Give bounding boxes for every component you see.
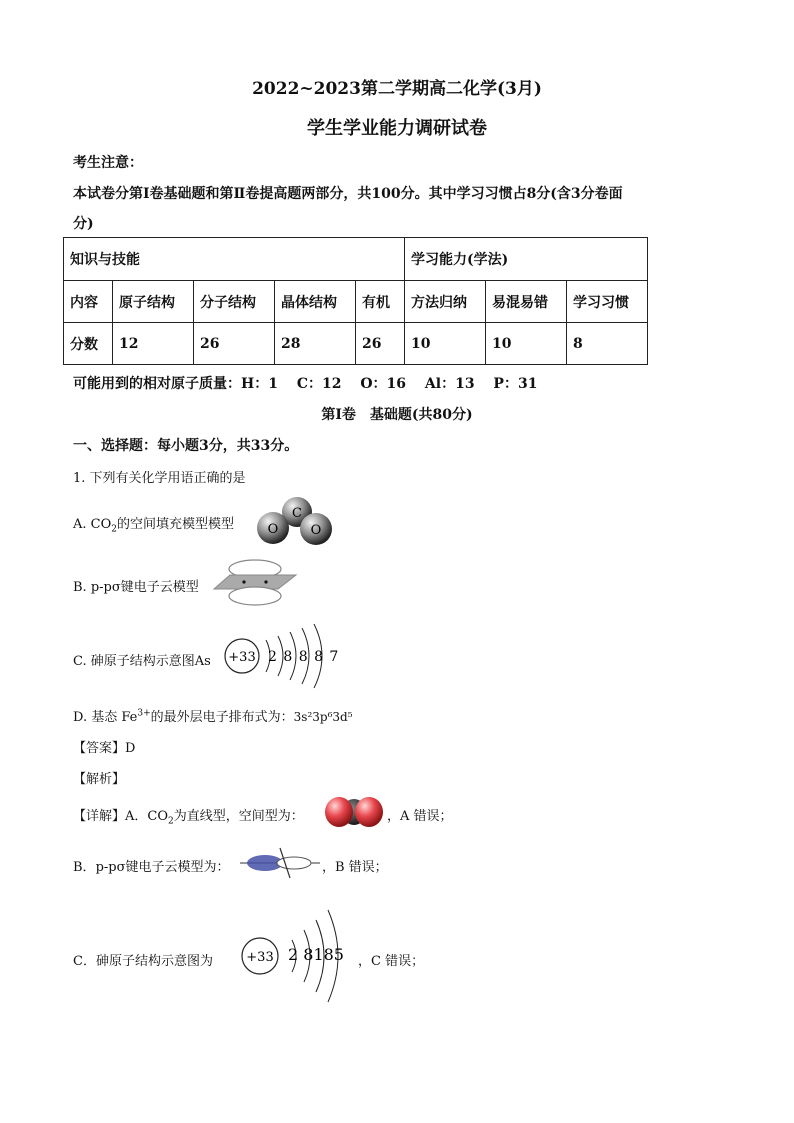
option-a	[73, 513, 234, 535]
option-d-ion-charge: 3+	[137, 708, 151, 719]
option-b-formula: p-pσ	[90, 580, 121, 595]
notice-line-1: 本试卷分第Ⅰ卷基础题和第Ⅱ卷提高题两部分，共100分。其中学习习惯占8分(含3分卷面	[73, 186, 623, 202]
lower-lobe	[229, 587, 281, 605]
table-header-row	[64, 238, 648, 281]
explanation-a-prefix: 【详解】A．	[73, 809, 148, 824]
table-cell: 分子结构	[194, 281, 275, 323]
p-p-sigma-orbital-model	[240, 846, 320, 880]
orbital-lobe-right	[277, 857, 311, 869]
arsenic-structure-diagram-c	[238, 902, 356, 1010]
notice-heading: 考生注意：	[73, 155, 143, 171]
table-cell: 10	[486, 323, 567, 365]
table-row	[64, 323, 648, 365]
atomic-masses: 可能用到的相对原子质量：H：1 C：12 O：16 Al：13 P：31	[73, 376, 538, 392]
option-a-text: 的空间填充模型模型	[117, 517, 235, 532]
table-cell: 26	[356, 323, 405, 365]
explanation-a-text: 为直线型，空间型为：	[173, 809, 304, 824]
explanation-a	[73, 805, 304, 827]
option-a-subscript: 2	[111, 524, 117, 535]
electron-counts: 2 8 8 8 7	[268, 649, 340, 665]
option-c-prefix: C.	[73, 654, 91, 669]
option-c	[73, 650, 211, 669]
header-knowledge: 知识与技能	[64, 238, 405, 281]
page-title: 2022~2023第二学期高二化学(3月)	[252, 79, 542, 99]
explanation-a-suffix: ，A 错误；	[387, 809, 453, 824]
nucleus-dot	[264, 580, 267, 583]
question-stem: 1. 下列有关化学用语正确的是	[73, 471, 246, 486]
option-b	[73, 576, 199, 595]
arsenic-structure-diagram-a	[222, 620, 340, 696]
explanation-b-suffix: ，B 错误；	[322, 860, 388, 875]
nucleus-charge: +33	[246, 950, 274, 965]
option-b-prefix: B.	[73, 580, 91, 595]
atom-label-o-right: O	[310, 523, 322, 538]
option-b-text: 键电子云模型	[120, 580, 199, 595]
analysis-label: 【解析】	[73, 772, 126, 787]
electron-counts: 2 8185	[288, 945, 344, 964]
row-label-content: 内容	[64, 281, 113, 323]
option-d-config: 3s²3p⁶3d⁵	[293, 710, 353, 724]
atom-label-c: C	[292, 506, 302, 521]
table-cell: 晶体结构	[275, 281, 356, 323]
row-label-score: 分数	[64, 323, 113, 365]
option-d-prefix: D. 基态	[73, 710, 122, 725]
p-p-sigma-cloud-model	[212, 558, 298, 606]
co2-linear-model	[323, 795, 385, 829]
explanation-b	[73, 856, 230, 875]
explanation-c-suffix: ，C 错误；	[358, 954, 425, 969]
explanation-a-subscript: 2	[168, 816, 174, 827]
table-cell: 学习习惯	[567, 281, 648, 323]
co2-space-filling-model	[254, 496, 334, 548]
table-cell: 26	[194, 323, 275, 365]
nucleus-dot	[242, 580, 245, 583]
option-c-text: 砷原子结构示意图As	[90, 654, 211, 669]
option-a-formula: CO	[90, 517, 112, 532]
option-d-text: 的最外层电子排布式为：	[150, 710, 294, 725]
score-table	[63, 237, 648, 365]
page-subtitle: 学生学业能力调研试卷	[307, 118, 487, 139]
table-cell: 8	[567, 323, 648, 365]
notice-line-2: 分)	[73, 216, 94, 232]
part1-title: 第Ⅰ卷 基础题(共80分)	[321, 407, 473, 423]
table-row	[64, 281, 648, 323]
explanation-c-text: C．砷原子结构示意图为	[73, 954, 213, 969]
table-cell: 28	[275, 323, 356, 365]
option-d-ion: Fe	[121, 710, 138, 725]
section1-title: 一、选择题：每小题3分，共33分。	[73, 438, 299, 454]
nucleus-charge: +33	[228, 650, 256, 665]
table-cell: 有机	[356, 281, 405, 323]
table-cell: 10	[405, 323, 486, 365]
table-cell: 方法归纳	[405, 281, 486, 323]
table-cell: 原子结构	[113, 281, 194, 323]
explanation-b-formula: p-pσ	[95, 860, 126, 875]
atom-label-o-left: O	[267, 522, 279, 537]
answer-label: 【答案】D	[73, 741, 136, 756]
header-ability: 学习能力(学法)	[405, 238, 648, 281]
explanation-a-formula: CO	[147, 809, 168, 824]
explanation-b-prefix: B．	[73, 860, 96, 875]
option-d	[73, 706, 353, 725]
oxygen-atom-right	[355, 797, 383, 827]
option-a-prefix: A.	[73, 517, 91, 532]
explanation-b-text: 键电子云模型为：	[125, 860, 230, 875]
oxygen-atom-left	[325, 797, 353, 827]
table-cell: 12	[113, 323, 194, 365]
table-cell: 易混易错	[486, 281, 567, 323]
